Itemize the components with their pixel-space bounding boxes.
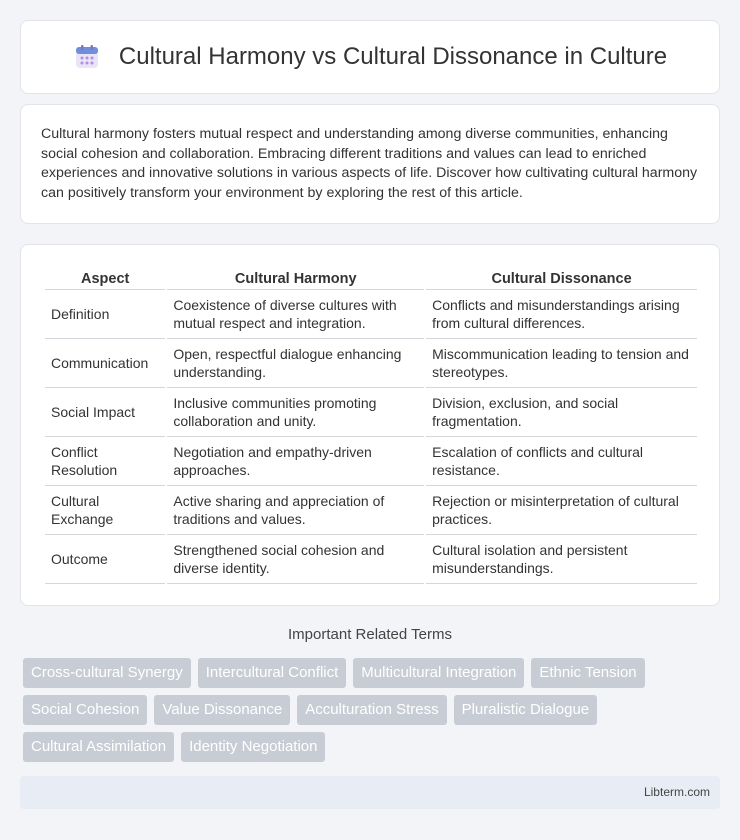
cell-aspect: Social Impact (45, 387, 165, 436)
cell-harmony: Open, respectful dialogue enhancing understanding. (167, 338, 424, 387)
tag-acculturation-stress[interactable]: Acculturation Stress (297, 695, 446, 725)
header-dissonance: Cultural Dissonance (491, 271, 632, 287)
tag-cross-cultural-synergy[interactable]: Cross-cultural Synergy (23, 658, 191, 688)
cell-aspect: Definition (45, 289, 165, 338)
cell-dissonance: Cultural isolation and persistent misunderstandings. (426, 534, 697, 584)
cell-aspect: Communication (45, 338, 165, 387)
tag-pluralistic-dialogue[interactable]: Pluralistic Dialogue (454, 695, 598, 725)
intro-card (20, 104, 720, 224)
comparison-table (43, 265, 699, 584)
footer-site-link[interactable]: Libterm.com (643, 785, 710, 799)
calendar-icon (73, 43, 101, 71)
table-row (45, 387, 697, 436)
comparison-card (20, 244, 720, 606)
cell-dissonance: Escalation of conflicts and cultural resistance. (426, 436, 697, 485)
table-row (45, 338, 697, 387)
tag-row (23, 732, 723, 762)
cell-aspect: Cultural Exchange (45, 485, 165, 534)
cell-harmony: Negotiation and empathy-driven approaches. (167, 436, 424, 485)
cell-aspect: Conflict Resolution (45, 436, 165, 485)
tag-multicultural-integration[interactable]: Multicultural Integration (353, 658, 524, 688)
tag-identity-negotiation[interactable]: Identity Negotiation (181, 732, 325, 762)
header-aspect: Aspect (81, 271, 130, 287)
cell-harmony: Coexistence of diverse cultures with mutual respect and integration. (167, 289, 424, 338)
tag-social-cohesion[interactable]: Social Cohesion (23, 695, 147, 725)
cell-aspect: Outcome (45, 534, 165, 584)
tag-ethnic-tension[interactable]: Ethnic Tension (531, 658, 644, 688)
cell-dissonance: Conflicts and misunderstandings arising from cultural differences. (426, 289, 697, 338)
table-row (45, 485, 697, 534)
table-row (45, 436, 697, 485)
cell-dissonance: Division, exclusion, and social fragmentation. (426, 387, 697, 436)
cell-dissonance: Rejection or misinterpretation of cultural practices. (426, 485, 697, 534)
tag-row (23, 695, 723, 725)
cell-harmony: Strengthened social cohesion and diverse identity. (167, 534, 424, 584)
title-card (20, 20, 720, 94)
cell-dissonance: Miscommunication leading to tension and stereotypes. (426, 338, 697, 387)
footer (20, 776, 720, 809)
tag-intercultural-conflict[interactable]: Intercultural Conflict (198, 658, 347, 688)
cell-harmony: Inclusive communities promoting collaboration and unity. (167, 387, 424, 436)
tag-value-dissonance[interactable]: Value Dissonance (154, 695, 290, 725)
header-harmony: Cultural Harmony (234, 271, 357, 287)
table-row (45, 289, 697, 338)
related-terms-tags (23, 658, 723, 769)
tag-cultural-assimilation[interactable]: Cultural Assimilation (23, 732, 174, 762)
cell-harmony: Active sharing and appreciation of traditions and values. (167, 485, 424, 534)
page-title: Cultural Harmony vs Cultural Dissonance in Culture (118, 43, 668, 70)
table-row (45, 534, 697, 584)
title-wrap (73, 43, 667, 71)
related-terms-title: Important Related Terms (288, 626, 452, 643)
intro-text: Cultural harmony fosters mutual respect and understanding among diverse communities, enhancing social cohesion and collaboration. Embracing different traditions and values can lead to enriched experiences and innovative solutions in various aspects of life. Discover how cultivating cultural harmony can positively transform your environment by exploring the rest of this article. (41, 126, 698, 201)
table-header-row (45, 265, 697, 289)
tag-row (23, 658, 723, 688)
